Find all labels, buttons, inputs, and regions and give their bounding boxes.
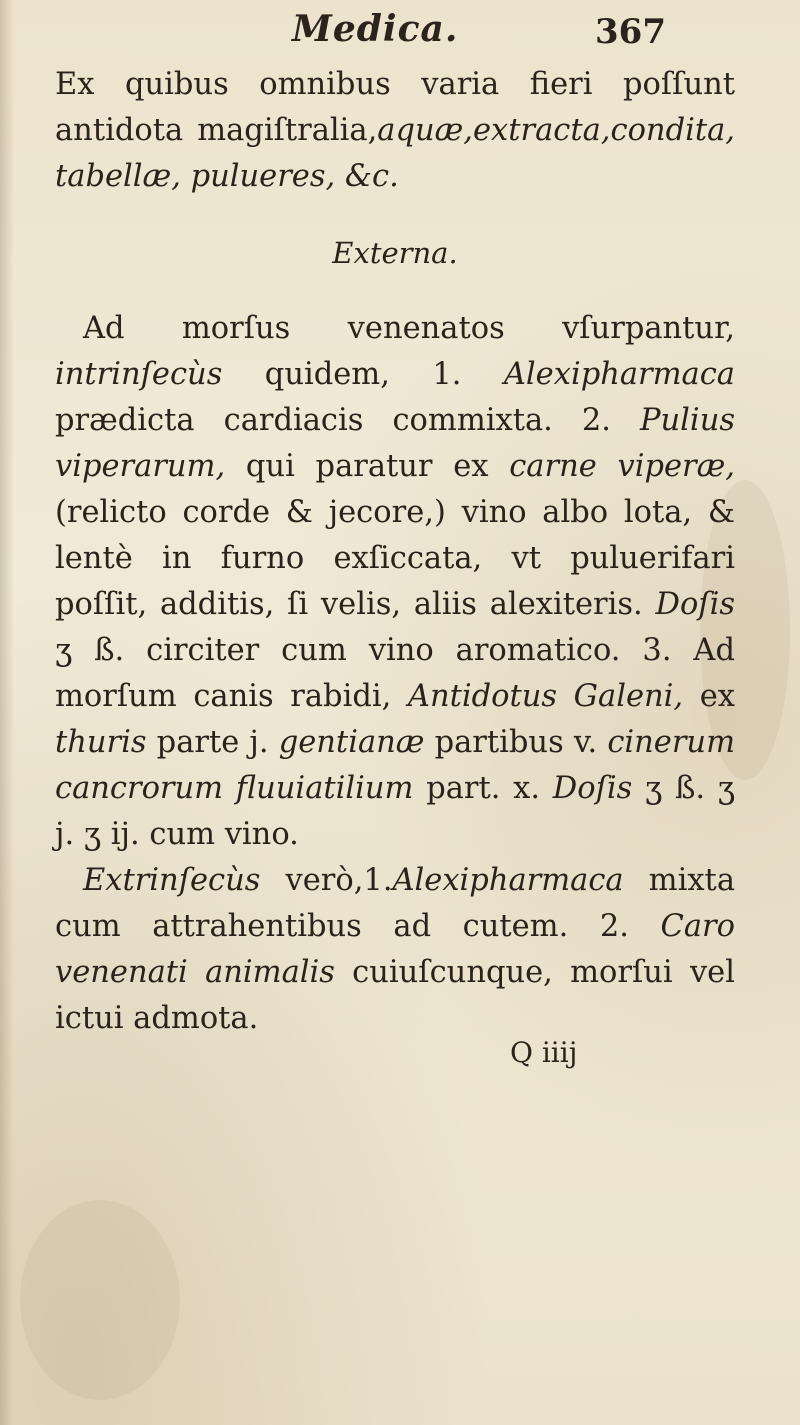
text-span: cuiuſcunque, morſui vel ictui admota. (55, 955, 735, 1036)
intro-text: Ex quibus omnibus varia fieri poſſunt antidota magiſtralia, (55, 67, 735, 148)
italic-span: Doſis (655, 587, 735, 622)
paragraph-internal-remedies (55, 306, 735, 858)
signature-mark: Q iiij (510, 1036, 578, 1069)
running-title: Medica. (292, 8, 459, 50)
italic-span: carne viperæ, (509, 449, 735, 484)
text-span: ʒ ß. ʒ j. ʒ ij. cum vino. (55, 771, 735, 852)
text-span: part. x. (413, 771, 553, 806)
section-heading: Externa. (332, 236, 458, 270)
text-span: (relicto corde & jecore,) vino albo lota, & lentè in furno exſiccata, vt puluerifari poſſit, additis, ſi velis, aliis alexiteris. (55, 495, 735, 622)
paper-stain (20, 1200, 180, 1400)
text-span: qui paratur ex (225, 449, 510, 484)
text-span: mixta cum attrahentibus ad cutem. 2. (55, 863, 735, 944)
text-span: partibus v. (424, 725, 608, 760)
intro-paragraph (55, 62, 735, 200)
text-span: verò,1. (260, 863, 393, 898)
running-head (40, 8, 740, 62)
italic-span: Caro venenati animalis (55, 909, 735, 990)
italic-span: Doſis (552, 771, 633, 806)
italic-span: thuris (55, 725, 147, 760)
italic-span: Extrinſecùs (83, 863, 261, 898)
text-span: parte j. (146, 725, 279, 760)
text-block (55, 62, 735, 1042)
text-span: quidem, 1. (222, 357, 504, 392)
page-gutter-shadow (0, 0, 14, 1425)
italic-span: Alexipharmaca (392, 863, 624, 898)
italic-span: Pulius viperarum, (55, 403, 735, 484)
intro-italic-text: aquæ,extracta,condita, tabellæ, pulueres, &c. (55, 113, 735, 194)
text-span: ex (683, 679, 735, 714)
italic-span: Alexipharmaca (503, 357, 735, 392)
text-span: ʒ ß. circiter cum vino aromatico. 3. Ad morſum canis rabidi, (55, 633, 735, 714)
paragraph-external-remedies (55, 858, 735, 1042)
italic-span: cinerum cancrorum fluuiatilium (55, 725, 735, 806)
text-span: prædicta cardiacis commixta. 2. (55, 403, 641, 438)
italic-span: intrinſecùs (55, 357, 223, 392)
italic-span: Antidotus Galeni, (407, 679, 684, 714)
text-span: Ad morſus venenatos vſurpantur, (83, 311, 735, 346)
page-number: 367 (595, 12, 666, 52)
italic-span: gentianæ (278, 725, 425, 760)
